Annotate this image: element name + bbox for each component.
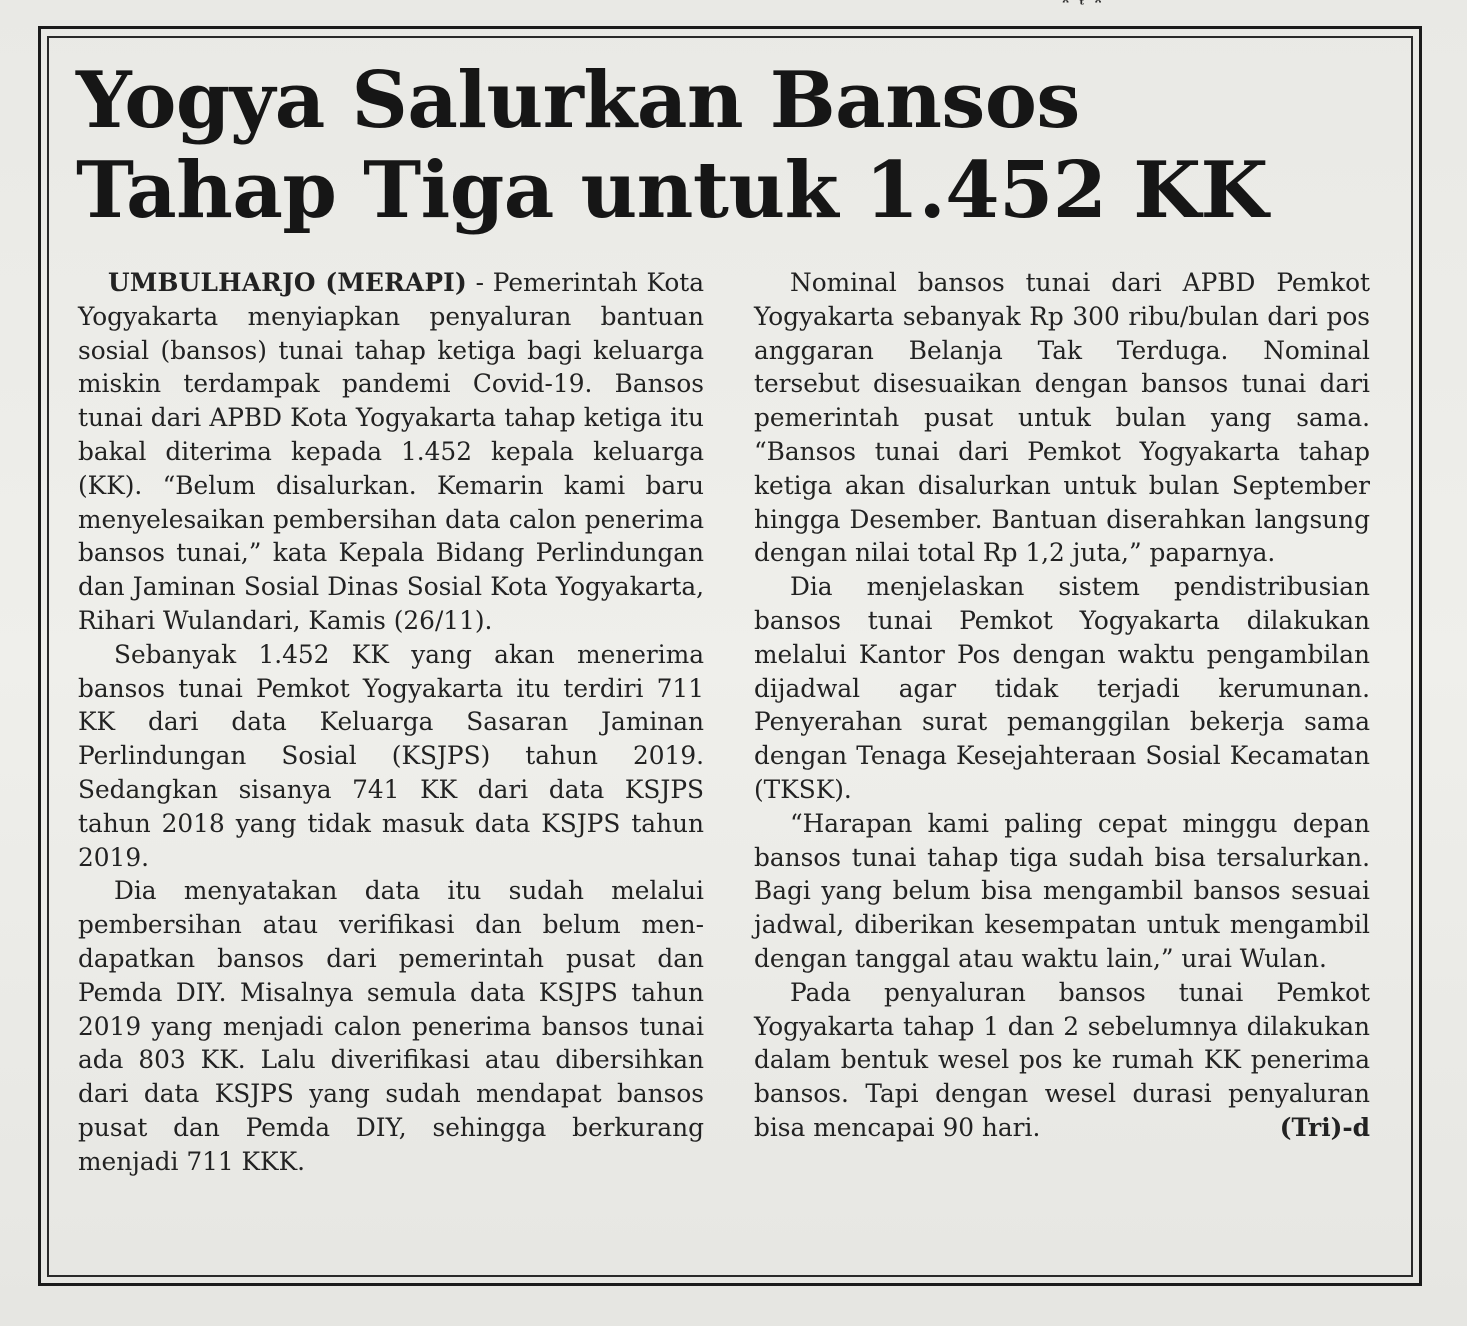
left-paragraph-3: Dia menyatakan data itu sudah melalui pembersihan atau verifikasi dan belum mendapatkan bansos dari pemerintah pusat dan Pemda DIY. Misalnya semula data KSJPS tahun 2019 yang menjadi calon penerima bansos tunai ada 803 KK. Lalu diverifikasi atau dibersihkan dari data KSJPS yang sudah mendapat bansos pusat dan Pemda DIY, sehingga berkurang menjadi 711 KKK. xyxy=(78,876,704,1176)
left-paragraph-2: Sebanyak 1.452 KK yang akan menerima bansos tunai Pemkot Yogyakarta itu terdiri 711 KK dari data Keluarga Sasaran Jaminan Perlindungan Sosial (KSJPS) tahun 2019. Sedangkan sisanya 741 KK dari data KSJPS tahun 2018 yang tidak masuk data KSJPS tahun 2019. xyxy=(78,639,704,872)
right-paragraph-1: Nominal bansos tunai dari APBD Pemkot Yogyakarta sebanyak Rp 300 ribu/bulan dari pos anggaran Belanja Tak Terduga. Nominal tersebut disesuaikan dengan bansos tunai dari pemerintah pusat untuk bulan yang sama. “Bansos tunai dari Pemkot Yogyakarta tahap ketiga akan disalurkan untuk bulan September hingga Desember. Bantuan diserahkan langsung dengan nilai total Rp 1,2 juta,” paparnya. xyxy=(754,268,1370,568)
right-paragraph-3: “Harapan kami paling cepat minggu depan bansos tunai tahap tiga sudah bisa tersalurkan. Bagi yang belum bisa mengambil bansos sesuai jadwal, diberikan kesempatan untuk mengambil dengan tanggal atau waktu lain,” urai Wulan. xyxy=(754,808,1370,973)
article-headline xyxy=(76,56,1276,236)
right-paragraph-2: Dia menjelaskan sistem pendistribusian bansos tunai Pemkot Yogyakarta dilakukan melalui Kantor Pos dengan waktu pengambilan dijadwal agar tidak terjadi kerumunan. Penyerahan surat pemanggilan bekerja sama dengan Tenaga Kesejahteraan Sosial Kecamatan (TKSK). xyxy=(754,572,1370,804)
article-left-column xyxy=(78,266,704,1179)
headline-line-2: Tahap Tiga untuk 1.452 KK xyxy=(76,145,1268,236)
headline-line-1: Yogya Salurkan Bansos xyxy=(76,55,1080,146)
dateline: UMBULHARJO (MERAPI) xyxy=(108,268,467,297)
left-paragraph-1 xyxy=(78,266,704,638)
left-paragraph-1-text: - Pemerintah Kota Yogyakarta menyiapkan penyaluran bantuan sosial (bansos) tunai tahap ketiga bagi keluarga miskin terdampak pandemi Covid-19. Bansos tunai dari APBD Kota Yogyakarta tahap ketiga itu bakal diterima kepada 1.452 kepala keluarga (KK). “Belum disalurkan. Kemarin kami baru menyelesaikan pembersihan data calon penerima bansos tunai,” kata Kepala Bidang Perlindungan dan Jaminan Sosial Dinas Sosial Kota Yogyakarta, Rihari Wulandari, Kamis (26/11). xyxy=(78,268,705,635)
right-paragraph-4 xyxy=(754,976,1370,1145)
article-right-column xyxy=(754,266,1370,1145)
author-byline: (Tri)-d xyxy=(1279,1112,1370,1142)
right-paragraph-4-text: Pada penyaluran bansos tunai Pemkot Yogyakarta tahap 1 dan 2 sebelumnya dilakukan dalam bentuk wesel pos ke rumah KK penerima bansos. Tapi dengan wesel durasi penyaluran bisa mencapai 90 hari. xyxy=(754,977,1370,1142)
torn-top-fragment: ᵔ ᵗ ᵔ xyxy=(1062,0,1105,14)
